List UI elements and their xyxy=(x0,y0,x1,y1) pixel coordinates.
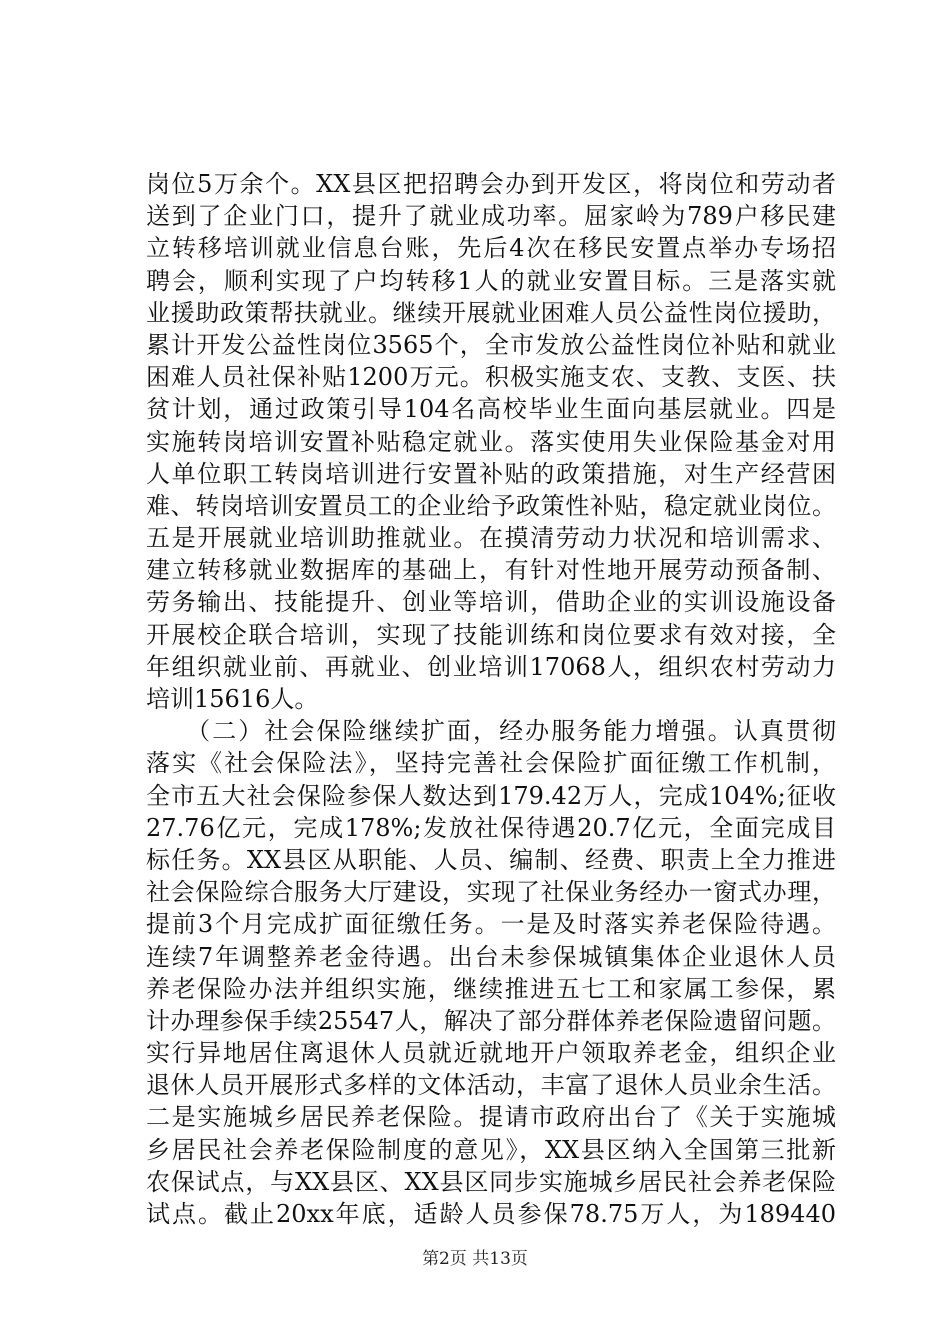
text-line: 养老保险办法并组织实施，继续推进五七工和家属工参保，累 xyxy=(146,974,836,1003)
text-line: 建立转移就业数据库的基础上，有针对性地开展劳动预备制、 xyxy=(146,556,836,585)
text-line: （二）社会保险继续扩面，经办服务能力增强。认真贯彻 xyxy=(146,717,836,746)
text-line: 累计开发公益性岗位3565个，全市发放公益性岗位补贴和就业 xyxy=(146,330,836,359)
text-line: 农保试点，与XX县区、XX县区同步实施城乡居民社会养老保险 xyxy=(146,1167,836,1196)
text-line: 五是开展就业培训助推就业。在摸清劳动力状况和培训需求、 xyxy=(146,524,836,553)
text-line: 人单位职工转岗培训进行安置补贴的政策措施，对生产经营困 xyxy=(146,459,836,488)
text-line: 实施转岗培训安置补贴稳定就业。落实使用失业保险基金对用 xyxy=(146,427,836,456)
paragraph-employment xyxy=(146,168,836,715)
text-line: 业援助政策帮扶就业。继续开展就业困难人员公益性岗位援助， xyxy=(146,298,836,327)
text-line: 贫计划，通过政策引导104名高校毕业生面向基层就业。四是 xyxy=(146,395,836,424)
text-line: 聘会，顺利实现了户均转移1人的就业安置目标。三是落实就 xyxy=(146,266,836,295)
text-line: 二是实施城乡居民养老保险。提请市政府出台了《关于实施城 xyxy=(146,1103,836,1132)
text-line: 实行异地居住离退休人员就近就地开户领取养老金，组织企业 xyxy=(146,1039,836,1068)
text-line: 劳务输出、技能提升、创业等培训，借助企业的实训设施设备 xyxy=(146,588,836,617)
text-line: 连续7年调整养老金待遇。出台未参保城镇集体企业退休人员 xyxy=(146,942,836,971)
text-line: 提前3个月完成扩面征缴任务。一是及时落实养老保险待遇。 xyxy=(146,910,836,939)
text-line: 标任务。XX县区从职能、人员、编制、经费、职责上全力推进 xyxy=(146,845,836,874)
text-line: 计办理参保手续25547人，解决了部分群体养老保险遗留问题。 xyxy=(146,1006,836,1035)
text-line: 27.76亿元，完成178%;发放社保待遇20.7亿元，全面完成目 xyxy=(146,813,836,842)
text-line: 培训15616人。 xyxy=(146,685,319,713)
text-line: 岗位5万余个。XX县区把招聘会办到开发区，将岗位和劳动者 xyxy=(146,170,836,198)
text-line: 试点。截止20xx年底，适龄人员参保78.75万人，为189440 xyxy=(146,1200,836,1228)
text-line: 乡居民社会养老保险制度的意见》，XX县区纳入全国第三批新 xyxy=(146,1135,836,1164)
text-line: 落实《社会保险法》，坚持完善社会保险扩面征缴工作机制， xyxy=(146,749,836,778)
document-body xyxy=(146,168,836,1230)
page-footer: 第2页 共13页 xyxy=(422,1249,528,1269)
text-line: 年组织就业前、再就业、创业培训17068人，组织农村劳动力 xyxy=(146,652,836,681)
text-line: 送到了企业门口，提升了就业成功率。屈家岭为789户移民建 xyxy=(146,202,836,231)
text-line: 立转移培训就业信息台账，先后4次在移民安置点举办专场招 xyxy=(146,234,836,263)
text-line: 困难人员社保补贴1200万元。积极实施支农、支教、支医、扶 xyxy=(146,363,836,392)
text-line: 退休人员开展形式多样的文体活动，丰富了退休人员业余生活。 xyxy=(146,1071,836,1100)
text-line: 开展校企联合培训，实现了技能训练和岗位要求有效对接，全 xyxy=(146,620,836,649)
text-line: 社会保险综合服务大厅建设，实现了社保业务经办一窗式办理， xyxy=(146,878,836,907)
text-line: 全市五大社会保险参保人数达到179.42万人，完成104%;征收 xyxy=(146,781,836,810)
text-line: 难、转岗培训安置员工的企业给予政策性补贴，稳定就业岗位。 xyxy=(146,491,836,520)
paragraph-social-insurance xyxy=(146,715,836,1230)
